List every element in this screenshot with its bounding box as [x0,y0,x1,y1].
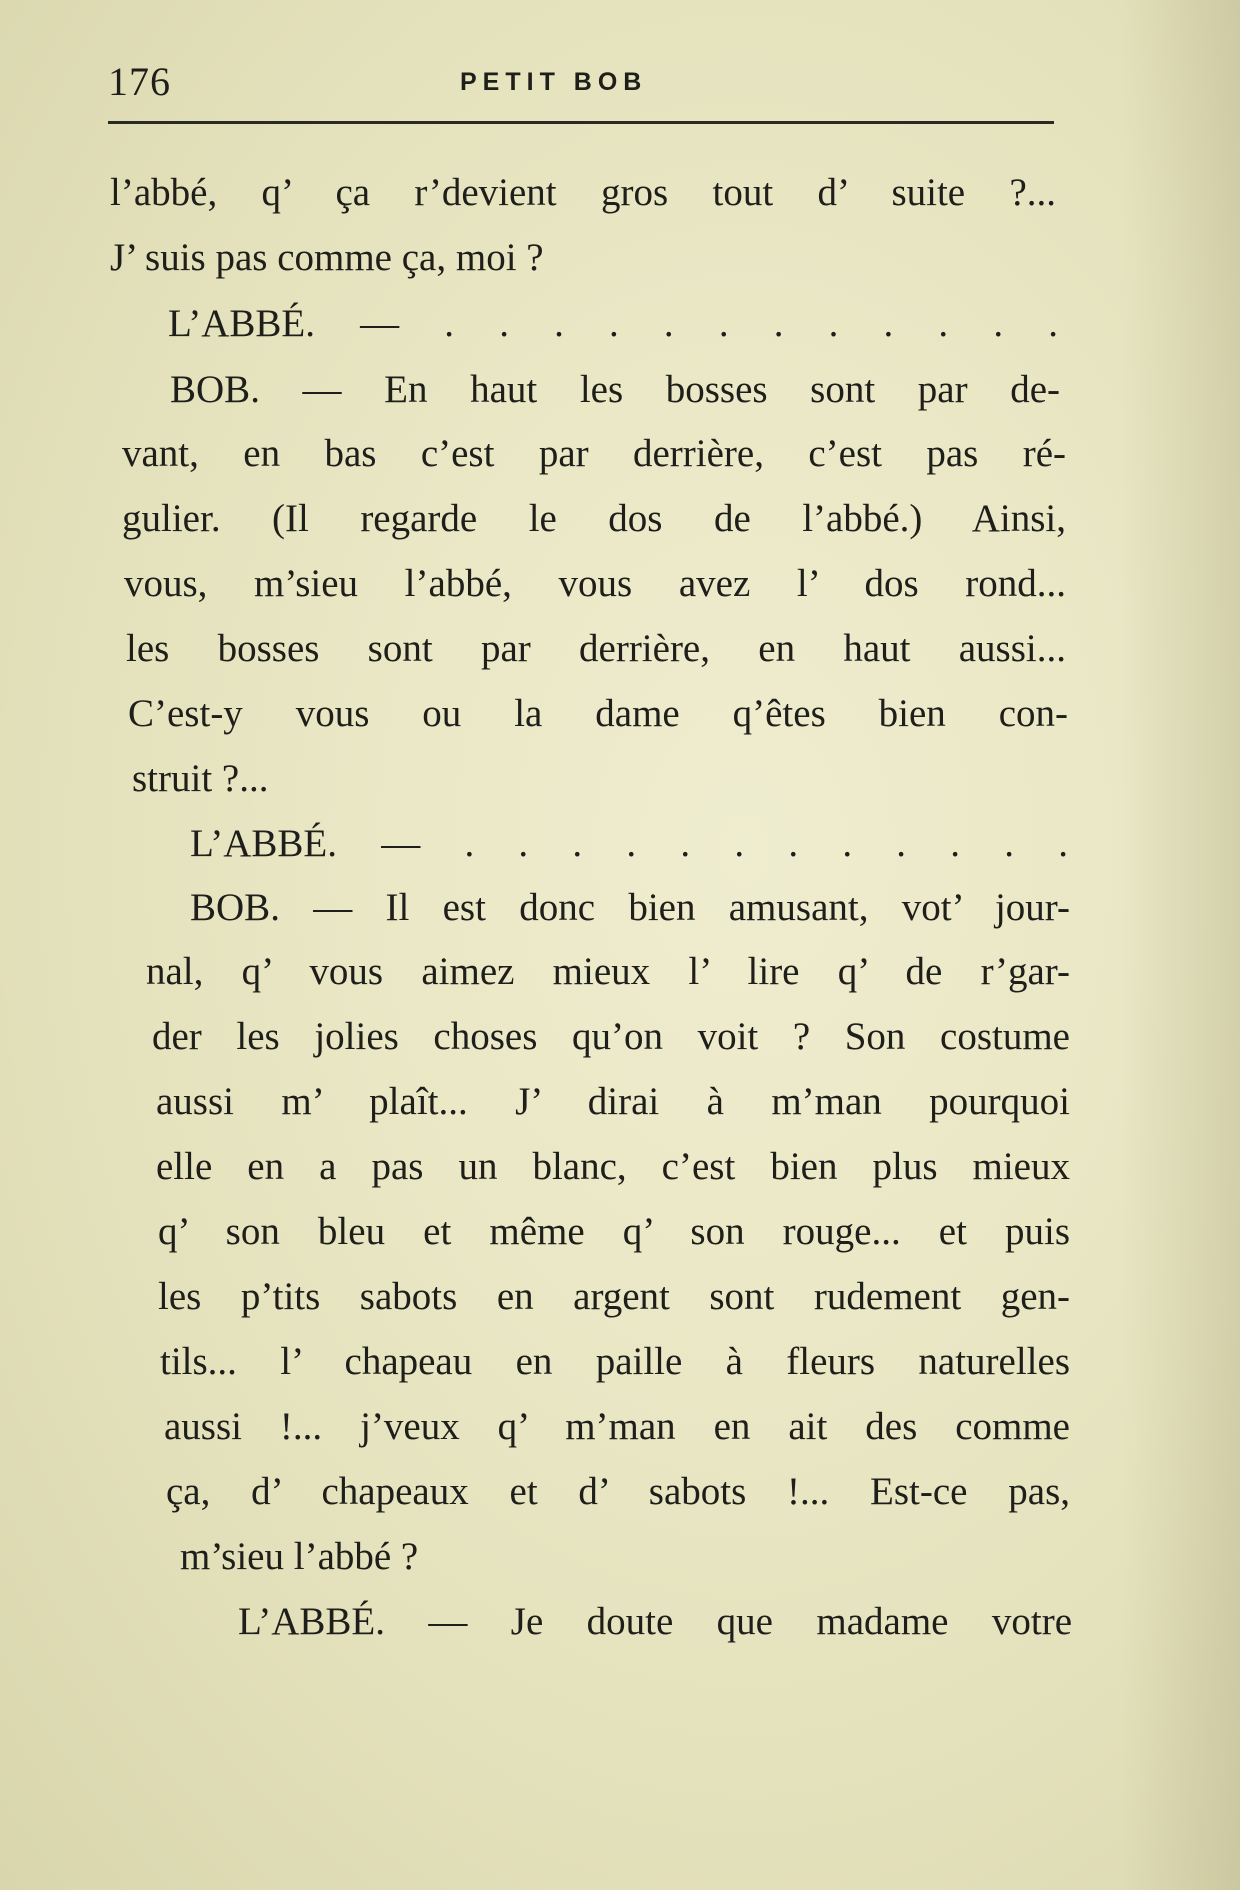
text-line: l’abbé, q’ ça r’devient gros tout d’ suite ?... [110,171,1056,214]
text-line: aussi m’ plaît... J’ dirai à m’man pourquoi [156,1080,1070,1123]
text-line: nal, q’ vous aimez mieux l’ lire q’ de r’gar- [146,950,1070,993]
text-line: vant, en bas c’est par derrière, c’est pas ré- [122,432,1066,475]
speaker-line: L’ABBÉ. — . . . . . . . . . . . . [190,822,1068,865]
text-line: elle en a pas un blanc, c’est bien plus mieux [156,1145,1070,1188]
text-line: struit ?... [132,757,269,800]
page-header [108,52,1052,112]
text-line: BOB. — Il est donc bien amusant, vot’ jour- [190,886,1070,929]
text-line: gulier. (Il regarde le dos de l’abbé.) Ainsi, [122,497,1066,540]
text-line: tils... l’ chapeau en paille à fleurs naturelles [160,1340,1070,1383]
text-line: C’est-y vous ou la dame q’êtes bien con- [128,692,1068,735]
text-line: q’ son bleu et même q’ son rouge... et puis [158,1210,1070,1253]
speaker-line: L’ABBÉ. — Je doute que madame votre [238,1600,1072,1643]
text-line: les bosses sont par derrière, en haut aussi... [126,627,1066,670]
text-line: aussi !... j’veux q’ m’man en ait des comme [164,1405,1070,1448]
text-line: der les jolies choses qu’on voit ? Son costume [152,1015,1070,1058]
header-rule [108,121,1054,124]
running-title: PETIT BOB [460,68,648,96]
text-line: vous, m’sieu l’abbé, vous avez l’ dos rond... [124,562,1066,605]
text-line: les p’tits sabots en argent sont rudement gen- [158,1275,1070,1318]
speaker-line: L’ABBÉ. — . . . . . . . . . . . . [168,302,1058,345]
page-number: 176 [108,59,171,104]
page-edge-shadow [1120,0,1240,1890]
text-line: m’sieu l’abbé ? [180,1535,419,1578]
text-line: BOB. — En haut les bosses sont par de- [170,368,1060,411]
text-line: J’ suis pas comme ça, moi ? [110,236,544,279]
text-line: ça, d’ chapeaux et d’ sabots !... Est-ce pas, [166,1470,1070,1513]
